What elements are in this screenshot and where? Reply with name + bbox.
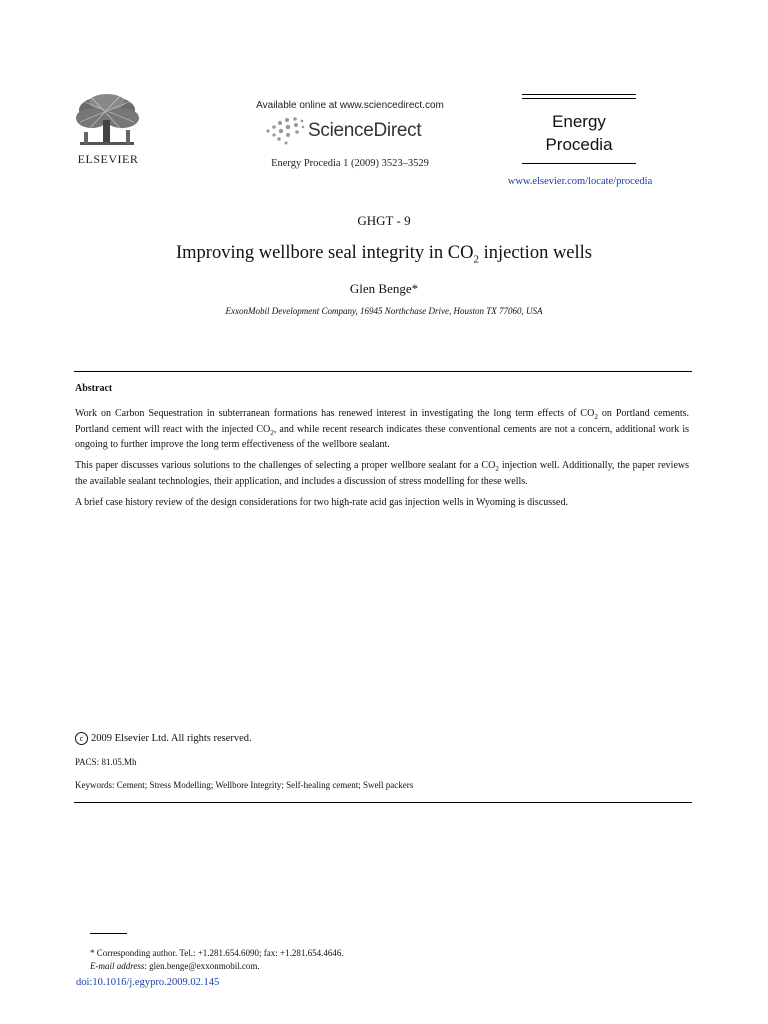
journal-box-rule — [522, 163, 636, 164]
paper-title-text: injection wells — [478, 243, 593, 263]
abstract-text: Work on Carbon Sequestration in subterranean formations has renewed interest in investigating the long term effects of CO — [75, 408, 595, 419]
abstract-paragraph — [75, 408, 689, 452]
abstract-paragraph: A brief case history review of the design considerations for two high-rate acid gas injection wells in Wyoming is discussed. — [75, 497, 568, 508]
section-divider — [74, 802, 692, 803]
paper-title — [0, 243, 768, 266]
conference-label: GHGT - 9 — [357, 213, 411, 228]
journal-box-rule — [522, 98, 636, 99]
section-divider — [74, 371, 692, 372]
subscript: 2 — [270, 428, 274, 437]
journal-title-line: Procedia — [545, 135, 613, 154]
subscript: 2 — [495, 465, 499, 473]
journal-title-line: Energy — [552, 112, 606, 131]
copyright-line — [75, 732, 252, 745]
journal-box-rule — [522, 94, 636, 95]
email-label: E-mail address — [90, 961, 145, 971]
publisher-name: ELSEVIER — [77, 152, 139, 166]
abstract-paragraph — [75, 460, 689, 488]
journal-url-link[interactable]: www.elsevier.com/locate/procedia — [507, 176, 653, 187]
abstract-text: This paper discusses various solutions to the challenges of selecting a proper wellbore sealant for a CO — [75, 460, 496, 471]
email-value: : glen.benge@exxonmobil.com. — [144, 961, 260, 971]
abstract-heading: Abstract — [75, 383, 113, 394]
author-affiliation: ExxonMobil Development Company, 16945 Northchase Drive, Houston TX 77060, USA — [225, 306, 543, 316]
author-name: Glen Benge* — [349, 281, 419, 296]
abstract-text: injection well. Additionally, the paper reviews the available sealant technologies, their application, and includes a discussion of stress modelling for these wells. — [75, 460, 689, 487]
doi-link[interactable]: doi:10.1016/j.egypro.2009.02.145 — [76, 977, 220, 988]
corresponding-author-note: * Corresponding author. Tel.: +1.281.654.6090; fax: +1.281.654.4646. — [90, 948, 344, 958]
paper-title-subscript: 2 — [473, 253, 479, 266]
journal-title — [522, 110, 636, 156]
subscript: 2 — [594, 413, 598, 421]
footnote-rule — [90, 933, 127, 934]
sciencedirect-wordmark: ScienceDirect — [308, 120, 422, 141]
available-online-text: Available online at www.sciencedirect.com — [256, 100, 444, 111]
abstract-text: on Portland cements. Portland cement will react with the injected CO — [75, 408, 689, 435]
copyright-symbol: c — [75, 732, 88, 745]
journal-reference: Energy Procedia 1 (2009) 3523–3529 — [271, 158, 429, 169]
keywords: Keywords: Cement; Stress Modelling; Wellbore Integrity; Self-healing cement; Swell packers — [75, 780, 414, 790]
email-note — [90, 961, 260, 971]
abstract-text: , and while recent research indicates these conventional cements are not a concern, additional work is ongoing to further improve the long term effectiveness of the wellbore sealant. — [75, 423, 689, 450]
pacs-code: PACS: 81.05.Mh — [75, 757, 137, 767]
copyright-text: 2009 Elsevier Ltd. All rights reserved. — [91, 733, 252, 744]
paper-title-text: Improving wellbore seal integrity in CO — [175, 243, 474, 263]
